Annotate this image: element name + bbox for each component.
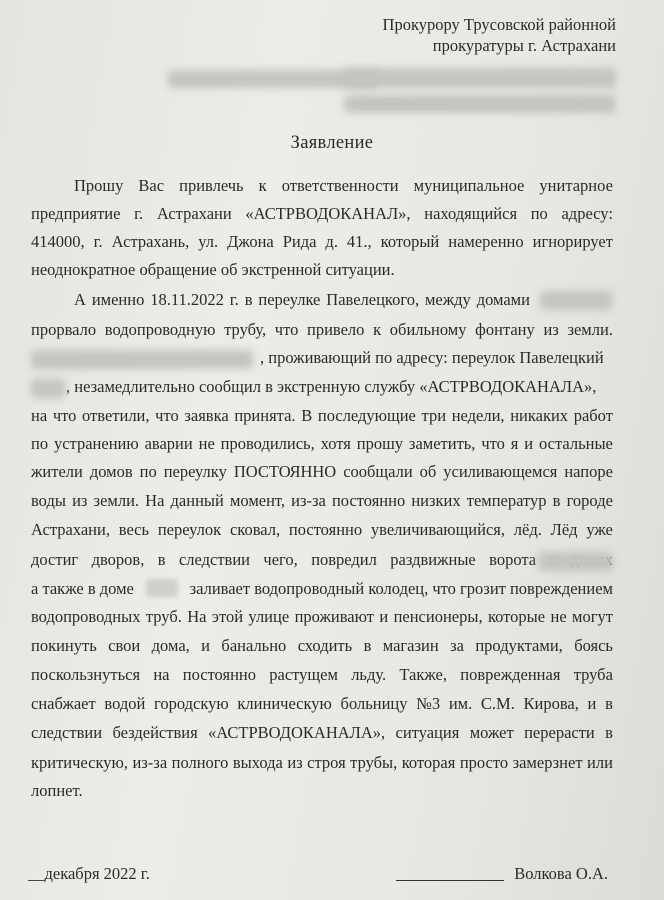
body-word: могут xyxy=(572,607,613,626)
body-word: г. xyxy=(134,204,144,223)
body-word: ситуация xyxy=(395,723,460,742)
body-word: игнорирует xyxy=(532,232,613,251)
body-word: Павелецкого, xyxy=(326,290,420,309)
body-word: чего, xyxy=(263,550,298,569)
body-word: В xyxy=(301,406,313,425)
body-word: , незамедлительно сообщил в экстренную службу «АСТРВОДОКАНАЛА», xyxy=(66,377,597,396)
body-word: температур xyxy=(466,491,547,510)
body-word: устранению xyxy=(53,434,139,453)
body-word: я xyxy=(510,434,519,453)
body-word: предприятие xyxy=(31,204,121,223)
body-word: уже xyxy=(586,520,613,539)
body-word: переулок xyxy=(157,520,222,539)
body-word: лёд. xyxy=(513,520,542,539)
body-line xyxy=(31,434,613,454)
body-word: принята. xyxy=(234,406,296,425)
body-word: трубу, xyxy=(224,320,267,339)
body-word: улице xyxy=(248,607,290,626)
redacted-text xyxy=(538,552,613,571)
body-line xyxy=(31,232,613,252)
body-word: переулку xyxy=(163,462,227,481)
body-word: фонтану xyxy=(475,320,535,339)
body-word: «АСТРВОДОКАНАЛ», xyxy=(245,204,411,223)
body-word: поскользнуться xyxy=(31,665,141,684)
body-word: данный xyxy=(170,491,224,510)
body-word: просто xyxy=(459,753,509,772)
body-word: заявка xyxy=(184,406,229,425)
body-word: свои xyxy=(108,636,141,655)
body-word: клиническую xyxy=(237,694,332,713)
body-word: не xyxy=(198,434,215,453)
body-line xyxy=(31,491,613,511)
body-word: труба xyxy=(573,665,613,684)
body-word: городскую xyxy=(154,694,229,713)
body-word: муниципальное xyxy=(413,176,525,195)
body-word: привлечь xyxy=(179,176,244,195)
body-word: остальные xyxy=(538,434,613,453)
body-word: сходить xyxy=(297,636,353,655)
body-word: которые xyxy=(487,607,546,626)
body-line xyxy=(31,462,613,482)
body-word: снабжает xyxy=(31,694,96,713)
body-word: аварии xyxy=(144,434,193,453)
body-word: что xyxy=(481,434,505,453)
body-word: домами xyxy=(476,290,530,309)
body-word: что xyxy=(155,406,179,425)
body-word: сковал, xyxy=(229,520,281,539)
body-word: адресу: xyxy=(561,204,613,223)
body-word: недели, xyxy=(451,406,505,425)
body-word: Астрахань, xyxy=(111,232,190,251)
body-word: из-за xyxy=(291,491,326,510)
body-word: или xyxy=(587,753,613,772)
body-word: №3 xyxy=(416,694,441,713)
body-word: боясь xyxy=(574,636,613,655)
body-word: жители xyxy=(31,462,83,481)
body-line xyxy=(31,520,613,540)
signature-line xyxy=(396,880,504,881)
body-word: 414000, xyxy=(31,232,85,251)
body-word: покинуть xyxy=(31,636,97,655)
redacted-text xyxy=(540,291,612,310)
body-word: в xyxy=(244,290,253,309)
body-word: в xyxy=(363,636,372,655)
body-word: , проживающий по адресу: переулок Павелецкий xyxy=(260,348,604,367)
body-word: воды xyxy=(31,491,66,510)
body-word: продуктами, xyxy=(475,636,563,655)
body-word: г. xyxy=(229,290,239,309)
body-word: прошу xyxy=(356,434,404,453)
body-word: к xyxy=(373,320,382,339)
body-word: между xyxy=(424,290,471,309)
body-word: три xyxy=(421,406,447,425)
body-word: по xyxy=(139,462,157,481)
redacted-sender-line-2 xyxy=(344,95,616,113)
body-word: которая xyxy=(401,753,456,772)
body-word: усиливающемся xyxy=(443,462,558,481)
body-word: об xyxy=(419,462,437,481)
body-word: и xyxy=(524,434,534,453)
body-word: дома, xyxy=(151,636,190,655)
body-line xyxy=(31,665,613,685)
body-word: унитарное xyxy=(539,176,613,195)
body-line xyxy=(31,723,613,743)
body-line xyxy=(31,753,613,773)
body-line xyxy=(31,406,613,426)
body-word: не xyxy=(550,607,567,626)
body-word: На xyxy=(187,607,207,626)
body-line xyxy=(31,204,613,224)
redacted-sender-line-1 xyxy=(344,68,616,88)
body-word: банально xyxy=(221,636,287,655)
body-word: в xyxy=(605,694,613,713)
body-word: растущем xyxy=(269,665,338,684)
body-word: Рида xyxy=(282,232,317,251)
body-word: ответственности xyxy=(281,176,399,195)
body-word: из xyxy=(543,320,559,339)
body-word: хотя xyxy=(320,434,351,453)
body-word: последующие xyxy=(317,406,416,425)
body-word: повредил xyxy=(311,550,377,569)
body-word: домов xyxy=(89,462,133,481)
body-line xyxy=(31,607,613,627)
body-word: пенсионеры, xyxy=(393,607,483,626)
body-word: из-за xyxy=(132,753,168,772)
body-word: водопроводную xyxy=(104,320,216,339)
body-word: а также в доме xyxy=(31,579,134,598)
body-line xyxy=(31,694,613,714)
body-word: на xyxy=(31,406,48,425)
document-title: Заявление xyxy=(290,133,374,153)
body-word: Астрахани xyxy=(156,204,232,223)
signature-block xyxy=(396,864,608,884)
body-word: бездействия xyxy=(112,723,198,742)
body-word: низких xyxy=(411,491,461,510)
body-line xyxy=(31,550,613,570)
body-word: достиг xyxy=(31,550,79,569)
body-word: намеренно xyxy=(448,232,524,251)
body-word: Астрахани, xyxy=(31,520,110,539)
body-word: земли. xyxy=(93,491,140,510)
body-word: магазин xyxy=(382,636,439,655)
body-word: сообщали xyxy=(343,462,413,481)
body-word: постоянно xyxy=(182,665,256,684)
body-word: привело xyxy=(307,320,365,339)
body-word: обильному xyxy=(389,320,467,339)
body-word: который xyxy=(380,232,440,251)
body-word: замерзнет xyxy=(512,753,583,772)
body-word: что xyxy=(52,406,77,425)
body-word: С.М. xyxy=(480,694,515,713)
body-word: критическую, xyxy=(31,753,128,772)
body-word: На xyxy=(145,491,165,510)
body-word: г. xyxy=(93,232,103,251)
body-word: переулке xyxy=(258,290,321,309)
body-word: может xyxy=(469,723,514,742)
body-word: следствии xyxy=(178,550,251,569)
body-word: проводились, xyxy=(220,434,315,453)
body-word: Прошу xyxy=(74,176,124,195)
body-word: в xyxy=(605,723,613,742)
body-word: следствии xyxy=(31,723,103,742)
body-word: «АСТРВОДОКАНАЛА», xyxy=(208,723,386,742)
addressee-line-2: прокуратуры г. Астрахани xyxy=(432,36,616,55)
body-line xyxy=(31,320,613,340)
body-word: Вас xyxy=(138,176,165,195)
body-word: никаких xyxy=(510,406,569,425)
body-word: в xyxy=(157,550,166,569)
redacted-text xyxy=(31,379,65,398)
body-word: что xyxy=(274,320,299,339)
body-word: напоре xyxy=(564,462,613,481)
body-word: больницу xyxy=(340,694,408,713)
body-word: из xyxy=(287,753,303,772)
body-line xyxy=(31,781,140,801)
body-word: дворов, xyxy=(91,550,145,569)
body-word: по xyxy=(31,434,49,453)
body-word: выхода xyxy=(232,753,283,772)
body-word: строя xyxy=(307,753,346,772)
date-line: __декабря 2022 г. xyxy=(28,864,150,883)
body-word: проживают xyxy=(294,607,374,626)
body-word: 18.11.2022 xyxy=(150,290,224,309)
body-word: А xyxy=(74,290,86,309)
body-word: к xyxy=(258,176,267,195)
body-word: прорвало xyxy=(31,320,97,339)
body-word: поврежденная xyxy=(460,665,561,684)
body-word: полного xyxy=(171,753,229,772)
addressee-line-1: Прокурору Трусовской районной xyxy=(382,15,616,34)
body-word: увеличивающийся, xyxy=(370,520,505,539)
body-line xyxy=(31,579,613,599)
body-word: Джона xyxy=(227,232,274,251)
addressee-block xyxy=(383,14,616,56)
body-word: Также, xyxy=(399,665,447,684)
body-word: по xyxy=(530,204,548,223)
body-word: труб. xyxy=(145,607,182,626)
body-line xyxy=(66,377,613,397)
body-word: и xyxy=(201,636,211,655)
body-word: водопроводных xyxy=(31,607,141,626)
body-word: заливает водопроводный колодец, что грозит повреждением xyxy=(189,579,613,598)
body-word: и xyxy=(587,694,597,713)
body-word: д. xyxy=(325,232,338,251)
redacted-house-number xyxy=(146,579,178,597)
body-word: городе xyxy=(566,491,613,510)
body-word: заметить, xyxy=(408,434,476,453)
body-word: трубы, xyxy=(350,753,398,772)
body-word: этой xyxy=(211,607,244,626)
body-word: перерасти xyxy=(524,723,595,742)
body-line xyxy=(31,260,395,280)
signatory-name: Волкова О.А. xyxy=(514,864,608,883)
body-word: ответили, xyxy=(82,406,150,425)
body-word: земли. xyxy=(567,320,613,339)
body-word: водой xyxy=(104,694,146,713)
body-word: Лёд xyxy=(550,520,578,539)
body-word: на xyxy=(153,665,170,684)
body-word: лопнет. xyxy=(31,781,83,800)
body-line xyxy=(260,348,613,368)
body-word: постоянно xyxy=(331,491,406,510)
body-word: работ xyxy=(573,406,613,425)
body-word: ул. xyxy=(198,232,219,251)
body-line xyxy=(31,636,613,656)
body-word: льду. xyxy=(351,665,387,684)
body-word: момент, xyxy=(229,491,286,510)
body-word: постоянно xyxy=(288,520,363,539)
redacted-text xyxy=(31,350,253,369)
body-line xyxy=(74,290,530,310)
body-word: в xyxy=(552,491,561,510)
body-word: раздвижные xyxy=(390,550,476,569)
body-word: Кирова, xyxy=(523,694,579,713)
body-word: им. xyxy=(448,694,473,713)
body-word: неоднократное обращение об экстренной ситуации. xyxy=(31,260,395,279)
body-word: из xyxy=(72,491,88,510)
body-word: и xyxy=(379,607,389,626)
body-word: 41., xyxy=(346,232,372,251)
body-line xyxy=(74,176,613,196)
body-word: за xyxy=(450,636,464,655)
body-word: ПОСТОЯННО xyxy=(233,462,337,481)
body-word: именно xyxy=(91,290,145,309)
body-word: находящийся xyxy=(424,204,518,223)
body-word: весь xyxy=(118,520,150,539)
body-word: ворота xyxy=(489,550,537,569)
